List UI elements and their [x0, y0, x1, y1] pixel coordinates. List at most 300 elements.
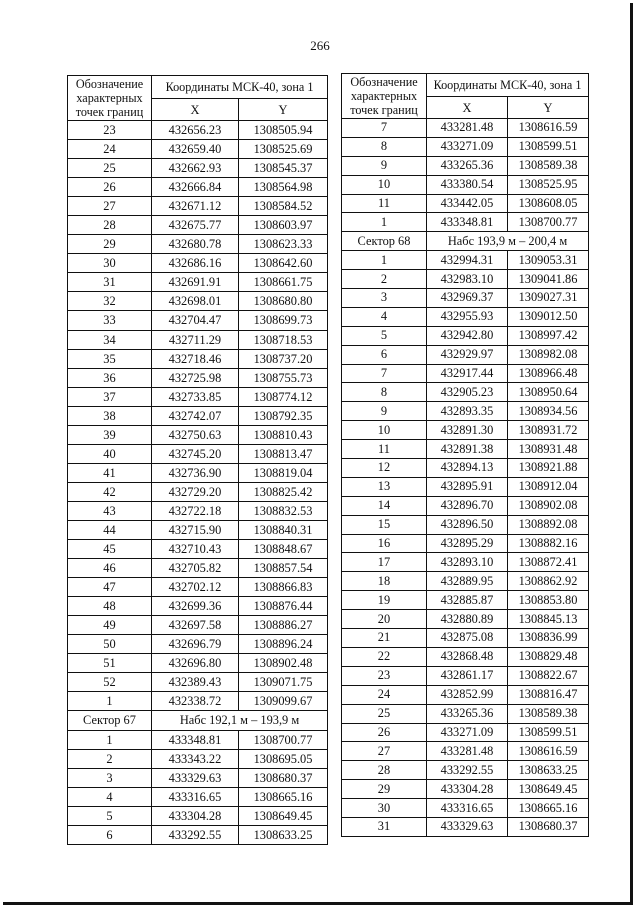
coord-x: 432896.50: [427, 515, 508, 534]
table-row: [68, 635, 328, 654]
coord-x: 433304.28: [427, 780, 508, 799]
point-number: 3: [68, 768, 152, 787]
table-row: [342, 799, 589, 818]
coord-x: 432389.43: [152, 673, 239, 692]
table-row: [68, 254, 328, 273]
point-number: 36: [68, 368, 152, 387]
point-number: 32: [68, 292, 152, 311]
coord-y: 1308680.37: [239, 768, 328, 787]
table-row: [342, 459, 589, 478]
coord-y: 1308950.64: [508, 383, 589, 402]
coord-y: 1308882.16: [508, 534, 589, 553]
coord-y: 1308886.27: [239, 616, 328, 635]
coord-x: 433271.09: [427, 137, 508, 156]
point-number: 49: [68, 616, 152, 635]
coord-x: 432722.18: [152, 501, 239, 520]
table-row: [342, 119, 589, 138]
table-row: [68, 825, 328, 844]
point-number: 23: [342, 666, 427, 685]
coord-x: 432893.10: [427, 553, 508, 572]
table-row: [68, 387, 328, 406]
point-number: 48: [68, 597, 152, 616]
sector-height-range: Набс 192,1 м – 193,9 м: [152, 711, 328, 730]
point-number: 10: [342, 421, 427, 440]
point-number: 6: [68, 825, 152, 844]
coord-y: 1308840.31: [239, 520, 328, 539]
coord-y: 1308822.67: [508, 666, 589, 685]
header-coordinates: Координаты МСК-40, зона 1: [152, 76, 328, 99]
point-number: 4: [342, 307, 427, 326]
coord-y: 1308584.52: [239, 197, 328, 216]
table-row: [68, 768, 328, 787]
table-row: [68, 597, 328, 616]
table-row: [68, 311, 328, 330]
coordinates-table-right: [341, 73, 589, 837]
table-row: [342, 194, 589, 213]
point-number: 39: [68, 425, 152, 444]
coord-y: 1308921.88: [508, 459, 589, 478]
point-number: 46: [68, 559, 152, 578]
point-number: 43: [68, 501, 152, 520]
table-row: [68, 197, 328, 216]
coord-y: 1308853.80: [508, 591, 589, 610]
coord-x: 432885.87: [427, 591, 508, 610]
table-row: [68, 787, 328, 806]
coord-x: 433442.05: [427, 194, 508, 213]
table-row: [68, 292, 328, 311]
coord-x: 432894.13: [427, 459, 508, 478]
coord-x: 432905.23: [427, 383, 508, 402]
table-row: [342, 534, 589, 553]
point-number: 15: [342, 515, 427, 534]
table-row: [68, 578, 328, 597]
point-number: 20: [342, 610, 427, 629]
table-row: [68, 463, 328, 482]
table-row: [342, 307, 589, 326]
table-row: [68, 540, 328, 559]
coord-y: 1309099.67: [239, 692, 328, 711]
point-number: 19: [342, 591, 427, 610]
point-number: 23: [68, 121, 152, 140]
coord-y: 1308845.13: [508, 610, 589, 629]
coord-x: 432893.35: [427, 402, 508, 421]
point-number: 45: [68, 540, 152, 559]
point-number: 28: [342, 761, 427, 780]
coord-y: 1308599.51: [508, 137, 589, 156]
coord-x: 432680.78: [152, 235, 239, 254]
coord-x: 432929.97: [427, 345, 508, 364]
coord-x: 432697.58: [152, 616, 239, 635]
coord-y: 1308829.48: [508, 647, 589, 666]
coord-y: 1308931.72: [508, 421, 589, 440]
coord-x: 433281.48: [427, 742, 508, 761]
coord-y: 1308902.48: [239, 654, 328, 673]
coord-x: 432745.20: [152, 444, 239, 463]
table-row: [342, 591, 589, 610]
point-number: 41: [68, 463, 152, 482]
coord-y: 1308857.54: [239, 559, 328, 578]
table-row: [68, 444, 328, 463]
point-number: 25: [68, 159, 152, 178]
coord-x: 432875.08: [427, 629, 508, 648]
coord-y: 1308848.67: [239, 540, 328, 559]
point-number: 1: [68, 730, 152, 749]
coord-y: 1308819.04: [239, 463, 328, 482]
coord-y: 1308680.37: [508, 817, 589, 836]
table-row: [68, 616, 328, 635]
header-x: X: [427, 97, 508, 119]
coord-y: 1308862.92: [508, 572, 589, 591]
table-row: [68, 159, 328, 178]
coord-x: 433265.36: [427, 704, 508, 723]
point-number: 51: [68, 654, 152, 673]
coord-y: 1308872.41: [508, 553, 589, 572]
coord-y: 1308774.12: [239, 387, 328, 406]
coord-y: 1308633.25: [239, 825, 328, 844]
point-number: 29: [68, 235, 152, 254]
coord-x: 433304.28: [152, 806, 239, 825]
coord-y: 1308966.48: [508, 364, 589, 383]
coord-x: 432736.90: [152, 463, 239, 482]
coord-x: 433329.63: [152, 768, 239, 787]
coord-y: 1308934.56: [508, 402, 589, 421]
coord-y: 1308896.24: [239, 635, 328, 654]
coord-x: 432718.46: [152, 349, 239, 368]
coord-x: 432896.70: [427, 496, 508, 515]
sector-height-range: Набс 193,9 м – 200,4 м: [427, 232, 589, 251]
point-number: 5: [342, 326, 427, 345]
coord-x: 432955.93: [427, 307, 508, 326]
coord-y: 1308603.97: [239, 216, 328, 235]
table-row: [342, 553, 589, 572]
coord-x: 432861.17: [427, 666, 508, 685]
coord-x: 432895.91: [427, 477, 508, 496]
coord-y: 1308564.98: [239, 178, 328, 197]
coord-y: 1308525.95: [508, 175, 589, 194]
coord-y: 1308649.45: [508, 780, 589, 799]
coord-y: 1308505.94: [239, 121, 328, 140]
coord-x: 432969.37: [427, 289, 508, 308]
sector-name: Сектор 67: [68, 711, 152, 730]
coord-x: 433343.22: [152, 749, 239, 768]
table-row: [342, 629, 589, 648]
table-row: [342, 289, 589, 308]
point-number: 8: [342, 137, 427, 156]
table-row: [342, 572, 589, 591]
coord-y: 1308616.59: [508, 742, 589, 761]
table-row: [68, 140, 328, 159]
coord-y: 1308616.59: [508, 119, 589, 138]
table-row: [342, 364, 589, 383]
coord-y: 1308589.38: [508, 704, 589, 723]
point-number: 7: [342, 364, 427, 383]
point-number: 25: [342, 704, 427, 723]
coord-y: 1308700.77: [239, 730, 328, 749]
point-number: 35: [68, 349, 152, 368]
table-row: [342, 383, 589, 402]
table-row: [342, 515, 589, 534]
point-number: 7: [342, 119, 427, 138]
coord-x: 432891.38: [427, 440, 508, 459]
point-number: 13: [342, 477, 427, 496]
coord-x: 432994.31: [427, 251, 508, 270]
coord-x: 432715.90: [152, 520, 239, 539]
coord-x: 433348.81: [427, 213, 508, 232]
coord-x: 432696.79: [152, 635, 239, 654]
coord-y: 1308699.73: [239, 311, 328, 330]
point-number: 28: [68, 216, 152, 235]
coord-x: 432750.63: [152, 425, 239, 444]
point-number: 44: [68, 520, 152, 539]
coord-y: 1308589.38: [508, 156, 589, 175]
table-row: [342, 761, 589, 780]
coord-y: 1309071.75: [239, 673, 328, 692]
coord-x: 432917.44: [427, 364, 508, 383]
coord-x: 433292.55: [152, 825, 239, 844]
coord-y: 1309041.86: [508, 270, 589, 289]
point-number: 27: [68, 197, 152, 216]
coordinates-table-left: [67, 75, 328, 845]
table-row: [342, 402, 589, 421]
coord-x: 433292.55: [427, 761, 508, 780]
table-row: [68, 559, 328, 578]
table-row: [68, 349, 328, 368]
point-number: 1: [342, 213, 427, 232]
point-number: 6: [342, 345, 427, 364]
coord-y: 1308912.04: [508, 477, 589, 496]
coord-x: 432686.16: [152, 254, 239, 273]
coord-x: 432729.20: [152, 482, 239, 501]
coord-x: 433316.65: [427, 799, 508, 818]
table-row: [68, 273, 328, 292]
coord-x: 433348.81: [152, 730, 239, 749]
table-row: [68, 730, 328, 749]
point-number: 24: [342, 685, 427, 704]
point-number: 34: [68, 330, 152, 349]
point-number: 30: [342, 799, 427, 818]
coord-x: 432704.47: [152, 311, 239, 330]
point-number: 9: [342, 402, 427, 421]
coord-x: 432666.84: [152, 178, 239, 197]
coord-y: 1308695.05: [239, 749, 328, 768]
table-row: [68, 654, 328, 673]
header-coordinates: Координаты МСК-40, зона 1: [427, 74, 589, 97]
coord-x: 432880.89: [427, 610, 508, 629]
point-number: 33: [68, 311, 152, 330]
coord-y: 1308997.42: [508, 326, 589, 345]
table-row: [68, 501, 328, 520]
point-number: 12: [342, 459, 427, 478]
point-number: 2: [342, 270, 427, 289]
coord-y: 1308545.37: [239, 159, 328, 178]
point-number: 16: [342, 534, 427, 553]
coord-x: 432675.77: [152, 216, 239, 235]
point-number: 3: [342, 289, 427, 308]
table-row: [68, 749, 328, 768]
point-number: 1: [68, 692, 152, 711]
coord-y: 1308755.73: [239, 368, 328, 387]
coord-x: 432710.43: [152, 540, 239, 559]
point-number: 4: [68, 787, 152, 806]
coord-x: 432742.07: [152, 406, 239, 425]
point-number: 10: [342, 175, 427, 194]
coord-y: 1308810.43: [239, 425, 328, 444]
coord-x: 432691.91: [152, 273, 239, 292]
point-number: 24: [68, 140, 152, 159]
coord-y: 1308792.35: [239, 406, 328, 425]
coord-y: 1309012.50: [508, 307, 589, 326]
coord-x: 432733.85: [152, 387, 239, 406]
point-number: 21: [342, 629, 427, 648]
coord-y: 1308525.69: [239, 140, 328, 159]
point-number: 5: [68, 806, 152, 825]
coord-x: 432889.95: [427, 572, 508, 591]
coord-y: 1309053.31: [508, 251, 589, 270]
point-number: 2: [68, 749, 152, 768]
coord-x: 432338.72: [152, 692, 239, 711]
coord-x: 432725.98: [152, 368, 239, 387]
header-designation: Обозначение характерных точек границ: [342, 74, 427, 119]
coord-y: 1308680.80: [239, 292, 328, 311]
table-row: [342, 666, 589, 685]
coord-y: 1308876.44: [239, 597, 328, 616]
table-row: [68, 482, 328, 501]
point-number: 40: [68, 444, 152, 463]
sector-name: Сектор 68: [342, 232, 427, 251]
coord-x: 433380.54: [427, 175, 508, 194]
coord-x: 432983.10: [427, 270, 508, 289]
table-row: [342, 496, 589, 515]
coord-x: 432895.29: [427, 534, 508, 553]
table-row: [342, 704, 589, 723]
point-number: 26: [342, 723, 427, 742]
table-row: [342, 440, 589, 459]
page-number: 266: [310, 38, 330, 53]
point-number: 31: [68, 273, 152, 292]
point-number: 22: [342, 647, 427, 666]
table-row: [342, 817, 589, 836]
table-row: [342, 251, 589, 270]
header-y: Y: [239, 99, 328, 121]
table-row: [342, 647, 589, 666]
header-designation: Обозначение характерных точек границ: [68, 76, 152, 121]
coord-y: 1308633.25: [508, 761, 589, 780]
coord-y: 1308718.53: [239, 330, 328, 349]
point-number: 47: [68, 578, 152, 597]
coord-x: 432711.29: [152, 330, 239, 349]
point-number: 9: [342, 156, 427, 175]
coord-y: 1308642.60: [239, 254, 328, 273]
coord-x: 432891.30: [427, 421, 508, 440]
table-row: [68, 673, 328, 692]
table-row: [342, 780, 589, 799]
coord-y: 1308816.47: [508, 685, 589, 704]
coord-x: 433329.63: [427, 817, 508, 836]
table-row: [342, 477, 589, 496]
coord-y: 1308737.20: [239, 349, 328, 368]
point-number: 27: [342, 742, 427, 761]
coord-y: 1308599.51: [508, 723, 589, 742]
table-row: [68, 368, 328, 387]
coord-y: 1308665.16: [508, 799, 589, 818]
sector-row: [68, 711, 328, 730]
coord-y: 1308982.08: [508, 345, 589, 364]
coord-y: 1308866.83: [239, 578, 328, 597]
coord-x: 432659.40: [152, 140, 239, 159]
table-row: [342, 421, 589, 440]
table-row: [68, 520, 328, 539]
point-number: 37: [68, 387, 152, 406]
sector-row: [342, 232, 589, 251]
coord-x: 432671.12: [152, 197, 239, 216]
coord-y: 1308902.08: [508, 496, 589, 515]
coord-y: 1308813.47: [239, 444, 328, 463]
coord-x: 432942.80: [427, 326, 508, 345]
table-row: [68, 235, 328, 254]
coord-x: 433271.09: [427, 723, 508, 742]
coord-x: 432698.01: [152, 292, 239, 311]
point-number: 18: [342, 572, 427, 591]
table-row: [342, 326, 589, 345]
point-number: 8: [342, 383, 427, 402]
table-row: [68, 216, 328, 235]
table-row: [68, 121, 328, 140]
coord-y: 1308931.48: [508, 440, 589, 459]
table-row: [68, 692, 328, 711]
table-row: [342, 610, 589, 629]
table-row: [342, 270, 589, 289]
coord-y: 1308825.42: [239, 482, 328, 501]
point-number: 50: [68, 635, 152, 654]
coord-x: 432696.80: [152, 654, 239, 673]
coord-y: 1309027.31: [508, 289, 589, 308]
point-number: 11: [342, 440, 427, 459]
point-number: 31: [342, 817, 427, 836]
point-number: 42: [68, 482, 152, 501]
table-row: [342, 685, 589, 704]
coord-y: 1308661.75: [239, 273, 328, 292]
coord-x: 432852.99: [427, 685, 508, 704]
table-row: [68, 330, 328, 349]
header-y: Y: [508, 97, 589, 119]
point-number: 26: [68, 178, 152, 197]
coord-x: 432868.48: [427, 647, 508, 666]
table-row: [342, 742, 589, 761]
point-number: 30: [68, 254, 152, 273]
header-x: X: [152, 99, 239, 121]
point-number: 14: [342, 496, 427, 515]
coord-x: 432656.23: [152, 121, 239, 140]
coord-x: 433316.65: [152, 787, 239, 806]
table-row: [342, 345, 589, 364]
coord-y: 1308836.99: [508, 629, 589, 648]
point-number: 1: [342, 251, 427, 270]
coord-x: 432662.93: [152, 159, 239, 178]
coord-x: 432702.12: [152, 578, 239, 597]
point-number: 11: [342, 194, 427, 213]
coord-y: 1308649.45: [239, 806, 328, 825]
coord-y: 1308700.77: [508, 213, 589, 232]
coord-x: 432699.36: [152, 597, 239, 616]
table-row: [68, 178, 328, 197]
table-row: [68, 806, 328, 825]
table-row: [342, 137, 589, 156]
table-row: [68, 406, 328, 425]
table-row: [68, 425, 328, 444]
table-row: [342, 175, 589, 194]
point-number: 38: [68, 406, 152, 425]
table-row: [342, 213, 589, 232]
